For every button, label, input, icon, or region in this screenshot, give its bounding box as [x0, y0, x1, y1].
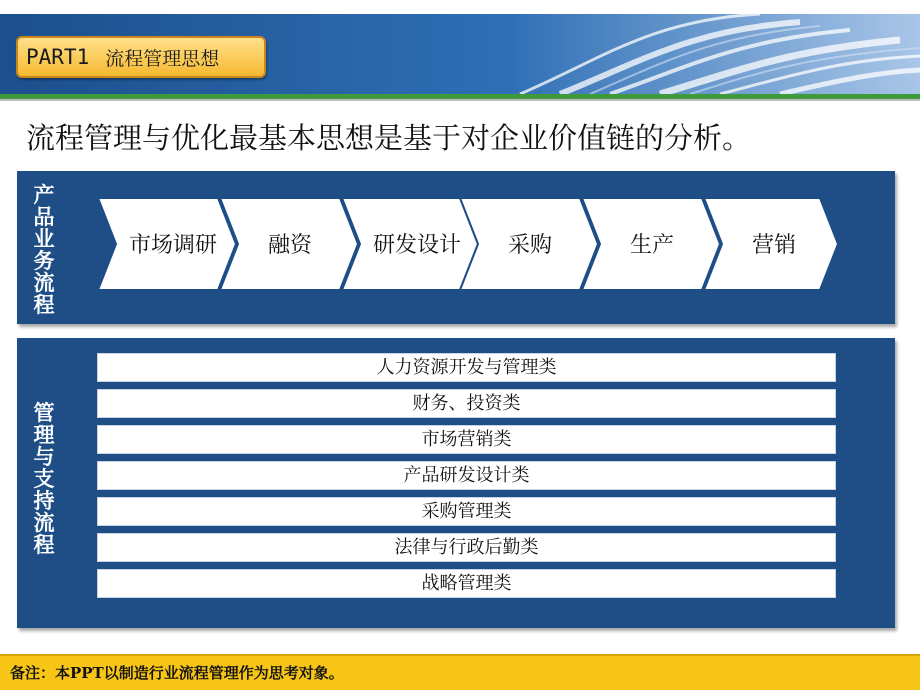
support-item: 市场营销类	[97, 425, 836, 454]
value-chain-section-label: 产品业务流程	[33, 183, 55, 317]
part-number: PART1	[26, 45, 90, 69]
step-label-4: 采购	[507, 233, 552, 258]
support-item: 采购管理类	[97, 497, 836, 526]
support-item: 产品研发设计类	[97, 461, 836, 490]
support-item: 战略管理类	[97, 569, 836, 598]
step-label-6: 营销	[751, 233, 796, 258]
support-item: 法律与行政后勤类	[97, 533, 836, 562]
support-section-label: 管理与支持流程	[33, 401, 55, 557]
footer-note: 备注：本PPT以制造行业流程管理作为思考对象。	[0, 656, 920, 690]
step-label-1: 市场调研	[128, 233, 217, 258]
part-title: 流程管理思想	[105, 47, 220, 70]
page-headline: 流程管理与优化最基本思想是基于对企业价值链的分析。	[26, 121, 752, 155]
support-item: 财务、投资类	[97, 389, 836, 418]
support-item: 人力资源开发与管理类	[97, 353, 836, 382]
step-label-5: 生产	[629, 233, 674, 258]
step-label-3: 研发设计	[372, 233, 461, 258]
step-label-2: 融资	[267, 233, 312, 258]
